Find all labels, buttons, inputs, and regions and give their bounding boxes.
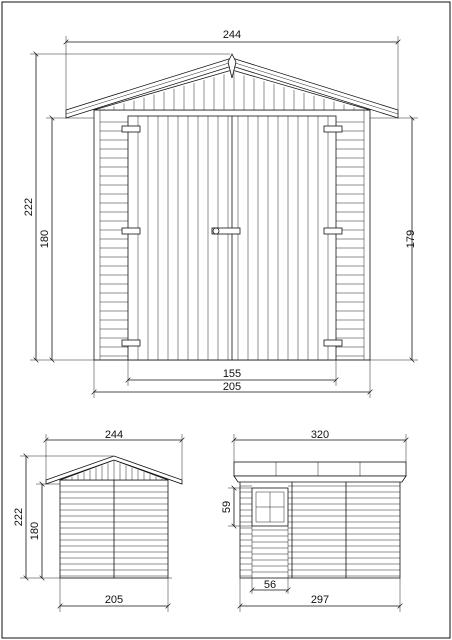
- long-view: [221, 429, 406, 612]
- hinge: [122, 126, 140, 132]
- hinge: [122, 340, 140, 346]
- hinge: [324, 340, 342, 346]
- front-wall-height-label: 180: [39, 229, 51, 249]
- hinge: [324, 228, 342, 234]
- front-view: [23, 29, 418, 398]
- long-base-width-label: 297: [310, 594, 330, 606]
- side-width-label: 244: [104, 429, 124, 441]
- side-wall-height-label: 180: [29, 521, 41, 541]
- side-base-width-label: 205: [104, 594, 124, 606]
- hinge: [324, 126, 342, 132]
- front-height-label: 222: [23, 197, 35, 217]
- hinge: [122, 228, 140, 234]
- side-height-label: 222: [13, 507, 25, 527]
- window-height-label: 59: [221, 500, 233, 514]
- door-handle: [212, 228, 240, 234]
- front-base-width-label: 205: [222, 381, 242, 393]
- door-height-label: 179: [405, 229, 417, 249]
- door-width-label: 155: [222, 368, 242, 380]
- long-roof: [234, 462, 406, 476]
- window-width-label: 56: [263, 579, 277, 591]
- side-view: [13, 429, 182, 612]
- long-width-label: 320: [310, 429, 330, 441]
- front-width-label: 244: [222, 29, 242, 41]
